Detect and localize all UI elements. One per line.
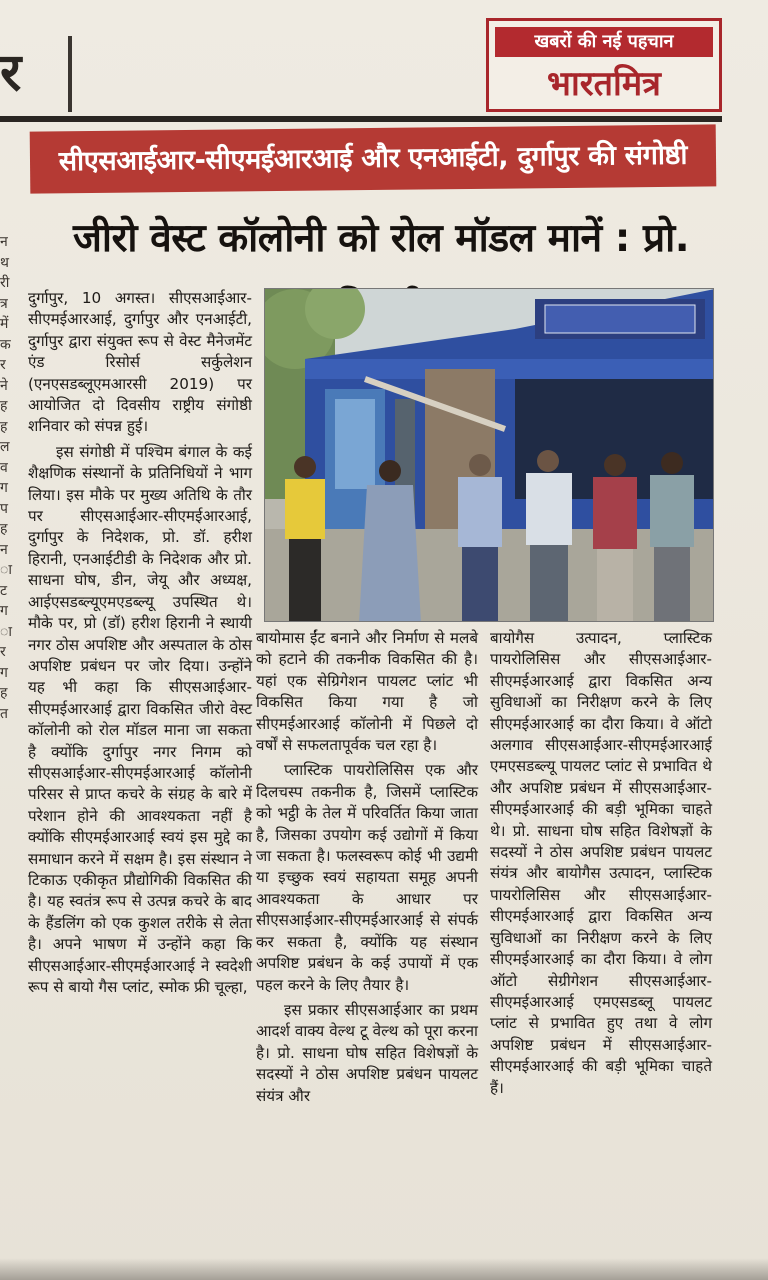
masthead-logo-box	[486, 18, 722, 112]
col1-paragraph-1: दुर्गापुर, 10 अगस्त। सीएसआईआर-सीएमईआरआई, दुर्गापुर और एनआईटी, दुर्गापुर द्वारा संयुक्त रूप से वेस्ट मैनेजमेंट एंड रिसोर्स सर्कुलेशन (एनएसडब्लूएमआरसी 2019) पर आयोजित दो दिवसीय राष्ट्रीय संगोष्ठी शनिवार को संपन्न हुई।	[28, 289, 252, 436]
col3-paragraph-1: बायोगैस उत्पादन, प्लास्टिक पायरोलिसिस और सीएसआईआर-सीएमईआरआई द्वारा विकसित अन्य सुविधाओं का निरीक्षण करने के लिए सीएमईआरआई का दौरा किया। वे ऑटो अलगाव सीएसआईआर-सीएमईआरआई एमएसडब्ल्यू पायलट प्लांट से प्रभावित थे और अपशिष्ट प्रबंधन में सीएसआईआर-सीएमईआरआई की बड़ी भूमिका चाहते थे। प्रो. साधना घोष सहित विशेषज्ञों के सदस्यों ने ठोस अपशिष्ट प्रबंधन पायलट संयंत्र और बायोगैस उत्पादन, प्लास्टिक पायरोलिसिस और सीएसआईआर-सीएमईआरआई द्वारा विकसित अन्य सुविधाओं का निरीक्षण करने के लिए सीएमईआरआई का दौरा किया। वे लोग ऑटो सेग्रीगेशन सीएसआईआर-सीएमईआरआई एमएसडब्लू पायलट प्लांट से प्रभावित हुए तथा वे लोग अपशिष्ट प्रबंधन में सीएसआईआर-सीएमईआरआई की बड़ी भूमिका चाहते हैं।	[490, 629, 712, 1097]
col1-paragraph-2: इस संगोष्ठी में पश्चिम बंगाल के कई शैक्षणिक संस्थानों के प्रतिनिधियों ने भाग लिया। इस मौके पर मुख्य अतिथि के तौर पर सीएसआईआर-सीएमईआरआई, दुर्गापुर के निदेशक, प्रो. डॉ. हरीश हिरानी, एनआईटीडी के निदेशक और प्रो. साधना घोष, डीन, जेयू और अध्यक्ष, आईएसडब्ल्यूएमएडब्ल्यू उपस्थित थे। मौके पर, प्रो (डॉ) हरीश हिरानी ने स्थायी नगर ठोस अपशिष्ट और अस्पताल के ठोस अपशिष्ट प्रबंधन पर जोर दिया। उन्होंने यह भी कहा कि सीएसआईआर-सीएमईआरआई द्वारा विकसित जीरो वेस्ट कॉलोनी को रोल मॉडल माना जा सकता है क्योंकि दुर्गापुर नगर निगम को सीएसआईआर-सीएमईआरआई कॉलोनी परिसर से प्राप्त कचरे के संग्रह के बारे में परेशान होने की आवश्यकता नहीं है क्योंकि सीएमईआरआई स्वयं इस मुद्दे का समाधान करने में सक्षम है। इस संस्थान ने टिकाऊ एकीकृत प्रौद्योगिकी विकसित की है। यह स्वतंत्र रूप से उत्पन्न कचरे के बाद के हैंडलिंग को एक कुशल तरीके से लेता है। अपने भाषण में उन्होंने कहा कि सीएसआईआर-सीएमईआरआई ने स्वदेशी रूप से बायो गैस प्लांट, स्मोक फ्री चूल्हा,	[28, 442, 253, 996]
col2-paragraph-3: इस प्रकार सीएसआईआर का प्रथम आदर्श वाक्य वेल्थ टू वेल्थ को पूरा करना है। प्रो. साधना घोष सहित विशेषज्ञों के सदस्यों ने ठोस अपशिष्ट प्रबंधन पायलट संयंत्र और	[256, 1000, 478, 1105]
article-column-2	[256, 628, 478, 1111]
masthead-divider	[68, 36, 72, 112]
article-headline: जीरो वेस्ट कॉलोनी को रोल मॉडल मानें : प्रो.	[72, 216, 690, 261]
masthead-rule	[0, 116, 722, 122]
article-column-1	[28, 288, 252, 1002]
page-bottom-shadow	[0, 1258, 768, 1280]
masthead-tagline: खबरों की नई पहचान	[495, 27, 713, 57]
masthead-left-fragment: र	[0, 43, 22, 103]
kicker-band	[30, 124, 717, 193]
masthead-brand: भारतमित्र	[547, 64, 661, 104]
article-kicker: सीएसआईआर-सीएमईआरआई और एनआईटी, दुर्गापुर की संगोष्ठी	[58, 139, 688, 178]
col2-paragraph-1: बायोमास ईंट बनाने और निर्माण से मलबे को हटाने की तकनीक विकसित की है। यहां एक सेग्रिगेशन पायलट प्लांट भी विकसित किया गया है जो सीएमईआरआई कॉलोनी में पिछले दो वर्षों से सफलतापूर्वक चल रहा है।	[256, 629, 478, 755]
left-margin-fragments: न थ री त्र में क र ने ह ह ल व ग प ह न ा ट ग ा र ग ह त	[0, 234, 12, 722]
col2-paragraph-2: प्लास्टिक पायरोलिसिस एक और दिलचस्प तकनीक है, जिसमें प्लास्टिक को भट्ठी के तेल में परिवर्तित किया जाता है, जिसका उपयोग कई उद्योगों में किया जा सकता है। फलस्वरूप कोई भी उद्यमी या इच्छुक स्वयं सहायता समूह अपनी आवश्यकता के आधार पर सीएसआईआर-सीएमईआरआई से संपर्क कर सकता है, क्योंकि यह संस्थान अपशिष्ट प्रबंधन के कई उपायों में एक पहल करने के लिए तैयार है।	[256, 761, 478, 994]
news-photo	[264, 288, 714, 622]
article-column-3	[490, 628, 712, 1103]
photo-illustration	[265, 289, 714, 622]
